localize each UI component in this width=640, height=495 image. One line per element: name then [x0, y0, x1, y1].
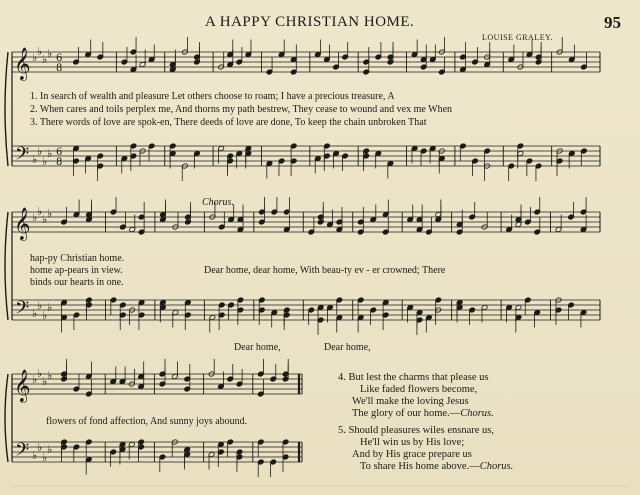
flat-sign: ♭	[42, 53, 48, 66]
bass-clef: 𝄢	[15, 440, 30, 465]
stanza-4-line-3: We'll make the loving Jesus	[352, 396, 469, 407]
flat-sign: ♭	[37, 205, 43, 218]
hymn-title: A HAPPY CHRISTIAN HOME.	[205, 14, 415, 30]
flat-sign: ♭	[32, 153, 38, 166]
stanza-5-line-3: And by His grace prepare us	[352, 449, 472, 460]
lyric-line-3: binds our hearts in one.	[30, 277, 124, 288]
flat-sign: ♭	[32, 307, 38, 320]
flat-sign: ♭	[32, 449, 38, 462]
system-brace	[5, 374, 8, 462]
chorus-marking: Chorus.	[202, 197, 234, 208]
flat-sign: ♭	[42, 155, 48, 168]
time-sig-top: 6	[56, 53, 63, 64]
flat-sign: ♭	[47, 147, 53, 160]
flat-sign: ♭	[37, 367, 43, 380]
author-credit: LOUISE GRALEY.	[482, 33, 553, 42]
verse-line-3: 3. There words of love are spok-en, There deeds of love are done, To keep the chain unbroken That	[30, 117, 427, 128]
flat-sign: ♭	[47, 369, 53, 382]
bass-clef: 𝄢	[15, 144, 30, 169]
time-sig-bottom: 8	[56, 63, 63, 74]
flat-sign: ♭	[47, 47, 53, 60]
flat-sign: ♭	[32, 211, 38, 224]
stanza-5-line-1: 5. Should pleasures wiles ensnare us,	[338, 425, 495, 436]
lyric-line-2: home ap-pears in view.	[30, 265, 123, 276]
flat-sign: ♭	[42, 213, 48, 226]
bass-clef: 𝄢	[15, 298, 30, 323]
system-brace	[5, 212, 8, 320]
verse-line-1: 1. In search of wealth and pleasure Let others choose to roam; I have a precious treasure, A	[30, 91, 395, 102]
lyric-line-1: hap-py Christian home.	[30, 253, 125, 264]
stanza-4-line-2: Like faded flowers become,	[360, 384, 478, 395]
treble-clef: 𝄞	[14, 47, 31, 80]
flat-sign: ♭	[47, 443, 53, 456]
stanza-5-line-4: To share His home above.—Chorus.	[360, 461, 514, 472]
bass-lyric-1: Dear home,	[234, 342, 281, 353]
treble-clef: 𝄞	[14, 207, 31, 240]
stanza-4-line-4: The glory of our home.—Chorus.	[352, 408, 494, 419]
flat-sign: ♭	[42, 375, 48, 388]
flat-sign: ♭	[32, 373, 38, 386]
time-sig-bottom: 8	[56, 157, 63, 168]
flat-sign: ♭	[37, 45, 43, 58]
time-sig-top: 6	[56, 147, 63, 158]
system-brace	[5, 52, 8, 166]
stanza-4-line-1: 4. But lest the charms that please us	[338, 372, 489, 383]
flat-sign: ♭	[42, 309, 48, 322]
flat-sign: ♭	[37, 441, 43, 454]
flat-sign: ♭	[47, 207, 53, 220]
chorus-lyric: Dear home, dear home, With beau-ty ev - er crowned; There	[204, 265, 446, 276]
stanza-5-line-2: He'll win us by His love;	[360, 437, 465, 448]
flat-sign: ♭	[42, 451, 48, 464]
verse-line-2: 2. When cares and toils perplex me, And thorns my path bestrew, They cease to wound and vex me When	[30, 104, 453, 115]
lyric-line-final: flowers of fond affection, And sunny joys abound.	[46, 416, 248, 427]
treble-clef: 𝄞	[14, 369, 31, 402]
bass-lyric-2: Dear home,	[324, 342, 371, 353]
flat-sign: ♭	[47, 301, 53, 314]
flat-sign: ♭	[37, 145, 43, 158]
page-number: 95	[604, 13, 621, 32]
flat-sign: ♭	[32, 51, 38, 64]
flat-sign: ♭	[37, 299, 43, 312]
